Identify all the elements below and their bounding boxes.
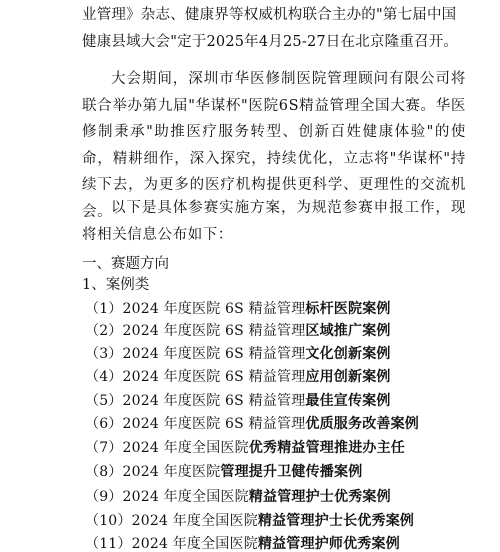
- list-item-number: （5）: [85, 393, 123, 409]
- paragraph-announcement: 以下是具体参赛实施方案，为规范参赛申报工作，现将相关信息公布如下：: [82, 200, 466, 243]
- list-item: [85, 441, 405, 455]
- list-item: [85, 465, 362, 479]
- list-item-prefix: 2024 年度全国医院: [131, 513, 258, 529]
- list-item-category: 精益管理护士长优秀案例: [257, 513, 415, 529]
- list-item: [85, 370, 391, 384]
- list-item-prefix: 2024 年度全国医院: [131, 536, 258, 552]
- list-item: [85, 324, 391, 338]
- list-item-category: 区域推广案例: [305, 323, 391, 339]
- list-item-prefix: 2024 年度医院 6S 精益管理: [122, 393, 306, 409]
- list-item-prefix: 2024 年度全国医院: [122, 440, 249, 456]
- list-item-prefix: 2024 年度医院 6S 精益管理: [122, 323, 306, 339]
- list-item-category: 管理提升卫健传播案例: [220, 464, 363, 480]
- list-item-category: 应用创新案例: [305, 369, 391, 385]
- list-item-prefix: 2024 年度医院: [122, 464, 221, 480]
- section-subtitle: 1、案例类: [82, 277, 150, 293]
- list-item-category: 优质服务改善案例: [305, 416, 420, 432]
- list-item: [85, 537, 400, 551]
- list-item-category: 最佳宣传案例: [305, 393, 391, 409]
- list-item-number: （6）: [85, 416, 123, 432]
- list-item-number: （8）: [85, 464, 123, 480]
- list-item-category: 精益管理护师优秀案例: [257, 536, 400, 552]
- list-item-prefix: 2024 年度医院 6S 精益管理: [122, 301, 306, 317]
- list-item: [85, 417, 419, 431]
- list-item-category: 文化创新案例: [305, 346, 391, 362]
- list-item: [85, 514, 414, 528]
- list-item-category: 优秀精益管理推进办主任: [248, 440, 405, 456]
- paragraph-conference: 大会期间，深圳市华医修制医院管理顾问有限公司将联合举办第九届"华谋杯"医院6S精益管理全国大赛。华医修制秉承"助推医疗服务转型、创新百姓健康体验"的使命，精耕细作，深入探究，持续优化，立志将"华谋杯"持续下去，为更多的医疗机构提供更科学、更理性的交流机会。: [82, 71, 466, 220]
- list-item-number: （4）: [85, 369, 123, 385]
- list-item-prefix: 2024 年度医院 6S 精益管理: [122, 346, 306, 362]
- list-item: [85, 394, 391, 408]
- list-item-number: （11）: [85, 536, 132, 552]
- intro-line-1: 业管理》杂志、健康界等权威机构联合主办的"第七届中国: [82, 7, 457, 23]
- list-item-prefix: 2024 年度医院 6S 精益管理: [122, 369, 306, 385]
- list-item-prefix: 2024 年度医院 6S 精益管理: [122, 416, 306, 432]
- list-item-number: （3）: [85, 346, 123, 362]
- list-item: [85, 302, 391, 316]
- list-item-category: 精益管理护士优秀案例: [248, 489, 391, 505]
- list-item-number: （9）: [85, 489, 123, 505]
- list-item: [85, 490, 391, 504]
- intro-line-2: 健康县域大会"定于2025年4月25-27日在北京隆重召开。: [82, 34, 459, 50]
- list-item-number: （1）: [85, 301, 123, 317]
- section-title: 一、赛题方向: [82, 256, 169, 272]
- list-item-number: （10）: [85, 513, 132, 529]
- list-item-number: （7）: [85, 440, 123, 456]
- list-item-number: （2）: [85, 323, 123, 339]
- list-item-prefix: 2024 年度全国医院: [122, 489, 249, 505]
- list-item: [85, 347, 391, 361]
- list-item-category: 标杆医院案例: [305, 301, 391, 317]
